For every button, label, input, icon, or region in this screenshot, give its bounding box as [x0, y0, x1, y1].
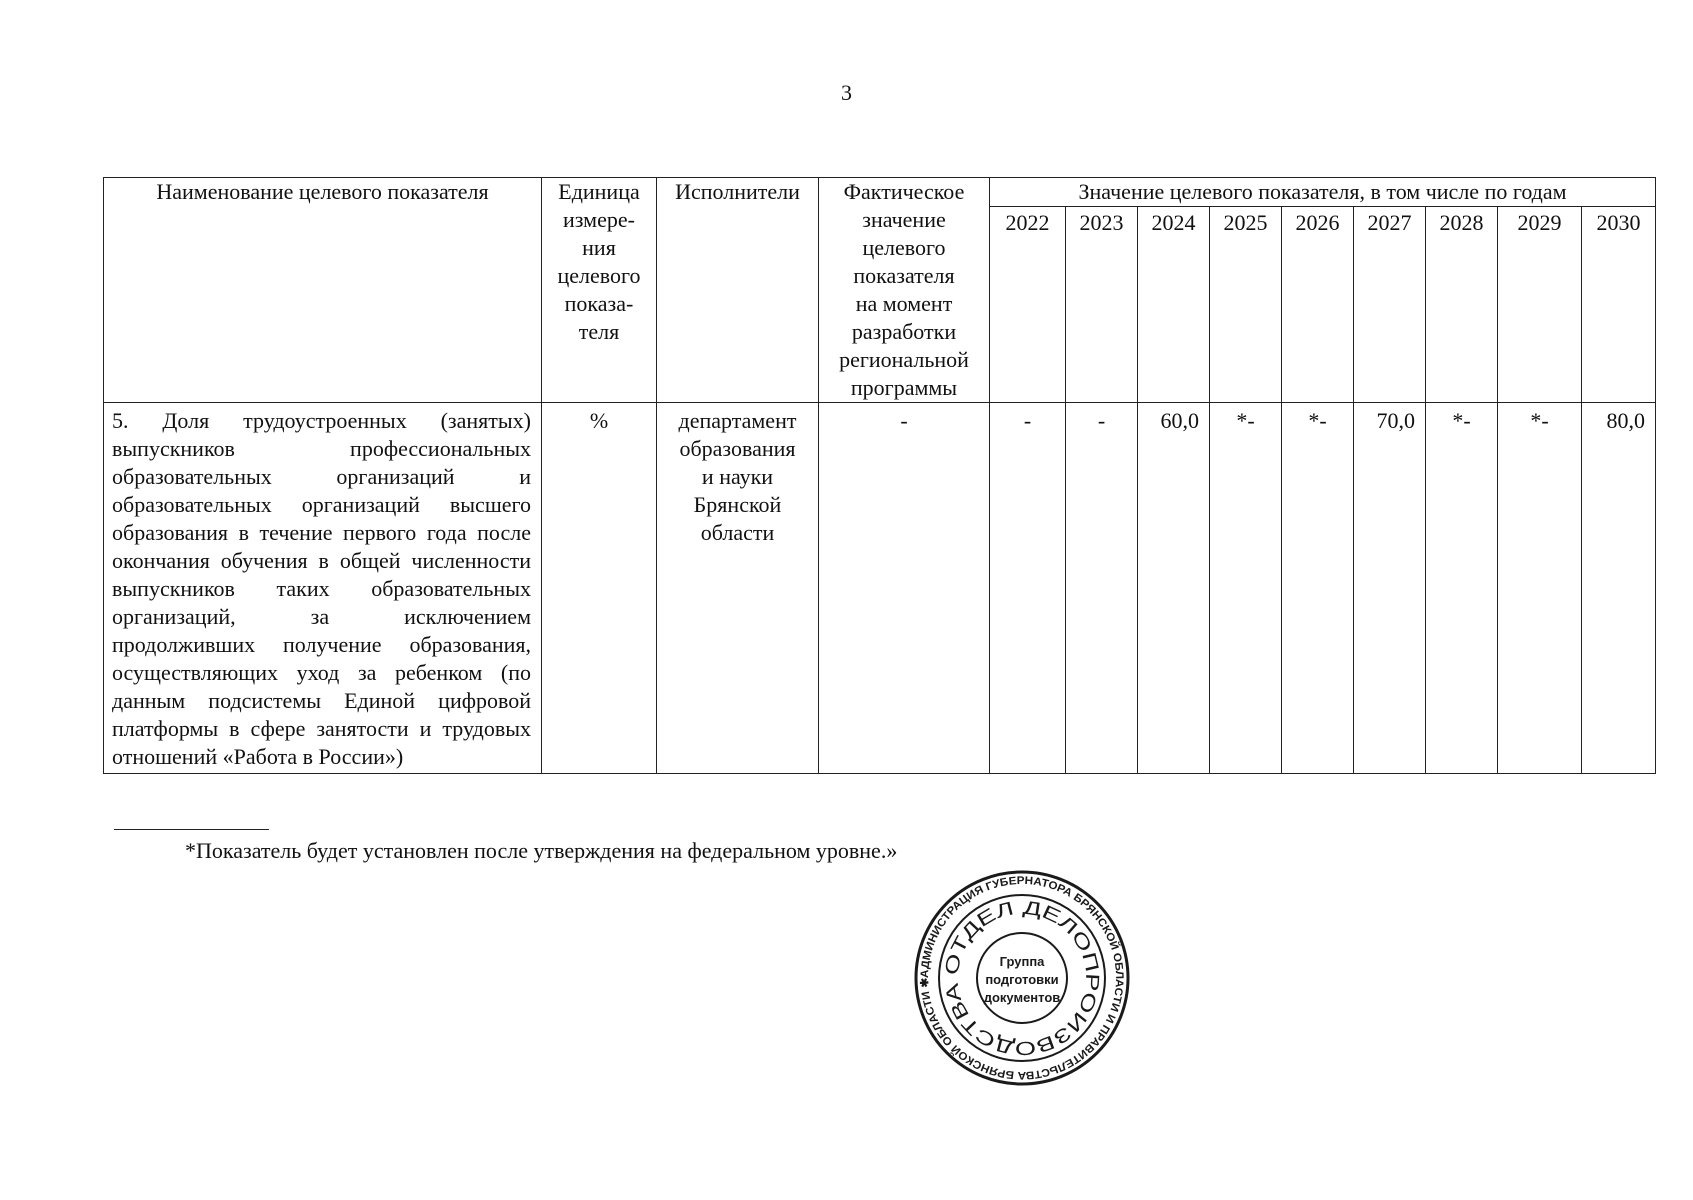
year-value: *-: [1498, 403, 1582, 774]
year-value: *-: [1426, 403, 1498, 774]
indicator-name: 5. Доля трудоустроенных (занятых) выпускников профессиональных образовательных организаций и образовательных организаций высшего образования в течение первого года после окончания обучения в общей численности выпускников таких образовательных организаций, за исключением продолживших получение образования, осуществляющих уход за ребенком (по данным подсистемы Единой цифровой платформы в сфере занятости и трудовых отношений «Работа в России»): [104, 403, 542, 774]
header-actual-value: Фактическое значение целевого показателя на момент разработки региональной программы: [819, 178, 990, 403]
indicator-actual-value: -: [819, 403, 990, 774]
header-year: 2029: [1498, 207, 1582, 403]
footnote-separator: [114, 829, 269, 830]
indicator-unit: %: [542, 403, 657, 774]
header-year: 2026: [1282, 207, 1354, 403]
year-value: *-: [1210, 403, 1282, 774]
year-value: -: [990, 403, 1066, 774]
stamp-center-text: документов: [983, 990, 1061, 1005]
header-executors: Исполнители: [657, 178, 819, 403]
header-year: 2027: [1354, 207, 1426, 403]
year-value: 80,0: [1582, 403, 1656, 774]
header-unit: Единица измере- ния целевого показа- теля: [542, 178, 657, 403]
official-stamp: [912, 868, 1132, 1088]
header-years-group: Значение целевого показателя, в том числе по годам: [990, 178, 1656, 207]
header-year: 2023: [1066, 207, 1138, 403]
header-year: 2024: [1138, 207, 1210, 403]
year-value: 60,0: [1138, 403, 1210, 774]
year-value: 70,0: [1354, 403, 1426, 774]
stamp-outer-text: АДМИНИСТРАЦИЯ ГУБЕРНАТОРА БРЯНСКОЙ ОБЛАСТИ И ПРАВИТЕЛЬСТВА БРЯНСКОЙ ОБЛАСТИ ✱: [918, 874, 1126, 1082]
header-year: 2022: [990, 207, 1066, 403]
page-number: 3: [841, 80, 852, 105]
header-year: 2025: [1210, 207, 1282, 403]
footnote: *Показатель будет установлен после утверждения на федеральном уровне.»: [185, 838, 898, 863]
indicator-row: [104, 403, 1656, 774]
indicator-executor: департамент образования и науки Брянской области: [657, 403, 819, 774]
stamp-center-text: подготовки: [985, 972, 1059, 987]
target-indicators-table: [103, 177, 1656, 774]
year-value: -: [1066, 403, 1138, 774]
header-row: [104, 178, 1656, 207]
stamp-center-text: Группа: [999, 954, 1045, 969]
stamp-inner-arc-text: ОТДЕЛ ДЕЛОПРОИЗВОДСТВА: [941, 897, 1103, 1059]
header-year: 2028: [1426, 207, 1498, 403]
year-value: *-: [1282, 403, 1354, 774]
header-name: Наименование целевого показателя: [104, 178, 542, 403]
header-year: 2030: [1582, 207, 1656, 403]
